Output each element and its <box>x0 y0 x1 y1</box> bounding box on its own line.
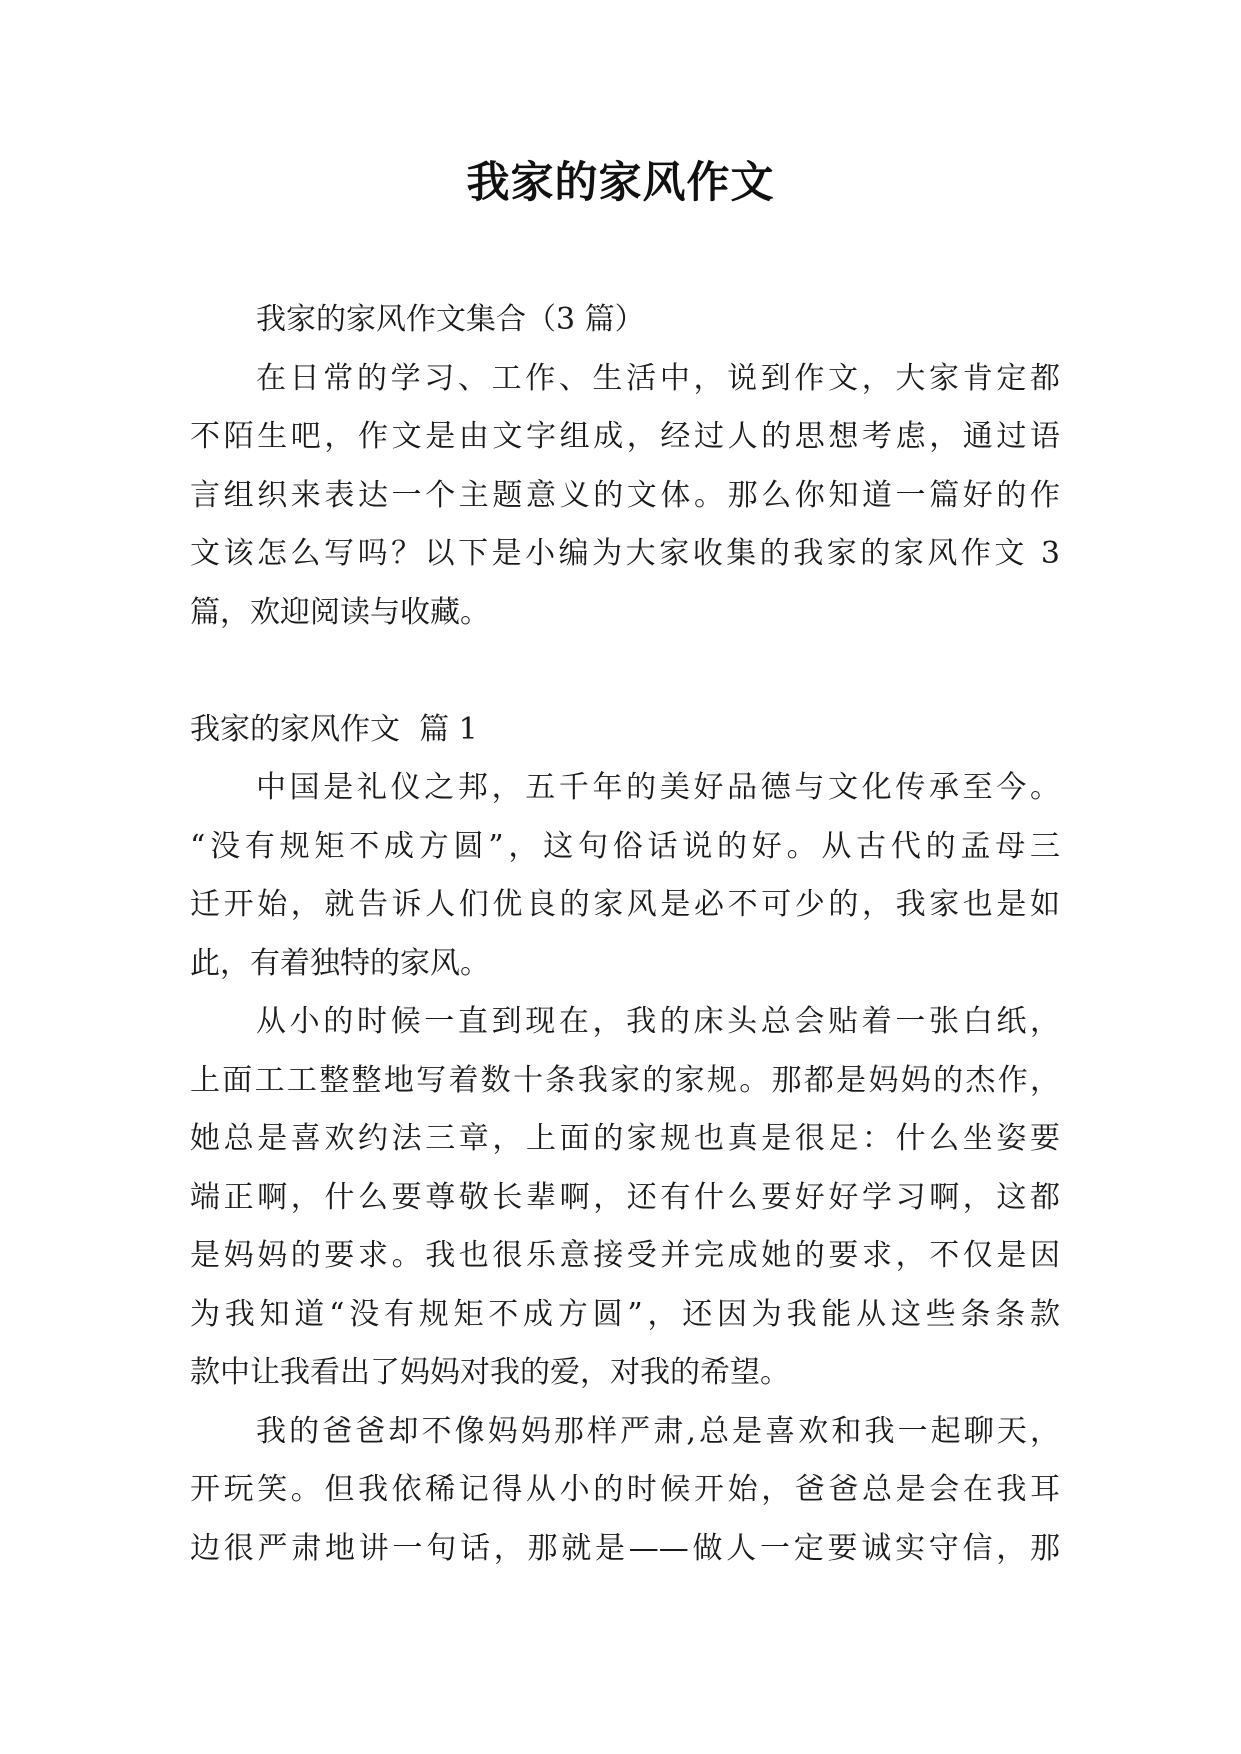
intro-line: 在日常的学习、工作、生活中，说到作文，大家肯定都 <box>256 360 1060 396</box>
paragraph-line: 她总是喜欢约法三章，上面的家规也真是很足：什么坐姿要 <box>190 1121 1060 1156</box>
document-title: 我家的家风作文 <box>466 158 775 208</box>
paragraph-line: 是妈妈的要求。我也很乐意接受并完成她的要求，不仅是因 <box>190 1238 1060 1273</box>
paragraph-line: 开玩笑。但我依稀记得从小的时候开始，爸爸总是会在我耳 <box>190 1472 1060 1507</box>
essay-paragraph-3 <box>190 1403 1060 1579</box>
essay-paragraph-2 <box>190 993 1060 1403</box>
intro-line: 不陌生吧，作文是由文字组成，经过人的思想考虑，通过语 <box>190 419 1060 454</box>
paragraph-line: 迁开始，就告诉人们优良的家风是必不可少的，我家也是如 <box>190 887 1060 922</box>
intro-line: 文该怎么写吗？以下是小编为大家收集的我家的家风作文 3 <box>190 536 1060 571</box>
collection-subtitle: 我家的家风作文集合（3 篇） <box>256 302 645 337</box>
paragraph-spacer <box>190 642 1060 701</box>
intro-paragraph <box>190 350 1060 643</box>
essay-paragraph-1 <box>190 759 1060 993</box>
paragraph-line: 此，有着独特的家风。 <box>190 945 490 981</box>
paragraph-line: 端正啊，什么要尊敬长辈啊，还有什么要好好学习啊，这都 <box>190 1179 1060 1215</box>
paragraph-line: “没有规矩不成方圆”，这句俗话说的好。从古代的孟母三 <box>190 828 1060 864</box>
intro-line: 篇，欢迎阅读与收藏。 <box>190 594 490 630</box>
section-heading: 我家的家风作文 篇 1 <box>190 711 478 747</box>
paragraph-line: 从小的时候一直到现在，我的床头总会贴着一张白纸， <box>256 1004 1060 1039</box>
paragraph-line: 款中让我看出了妈妈对我的爱，对我的希望。 <box>190 1355 790 1390</box>
paragraph-line: 上面工工整整地写着数十条我家的家规。那都是妈妈的杰作， <box>190 1062 1060 1098</box>
intro-line: 言组织来表达一个主题意义的文体。那么你知道一篇好的作 <box>190 477 1060 513</box>
paragraph-line: 中国是礼仪之邦，五千年的美好品德与文化传承至今。 <box>256 770 1060 805</box>
paragraph-line: 我的爸爸却不像妈妈那样严肃,总是喜欢和我一起聊天， <box>256 1413 1060 1449</box>
paragraph-line: 边很严肃地讲一句话，那就是——做人一定要诚实守信，那 <box>190 1530 1060 1566</box>
paragraph-line: 为我知道“没有规矩不成方圆”，还因为我能从这些条条款 <box>190 1296 1060 1332</box>
document-body <box>190 291 1060 1578</box>
